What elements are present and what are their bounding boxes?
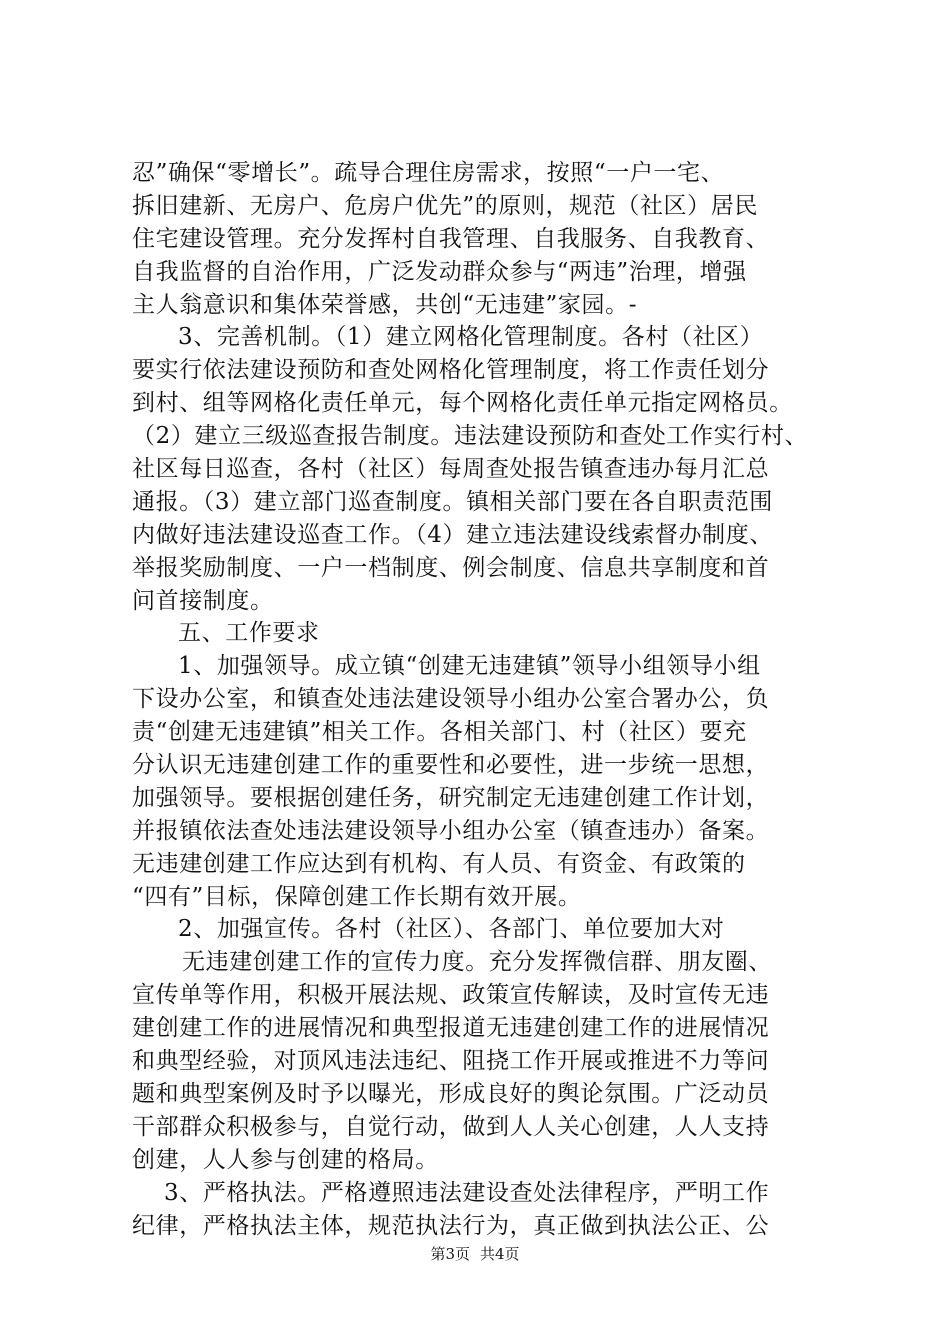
text-line: 建创建工作的进展情况和典型报道无违建创建工作的进展情况 bbox=[132, 1015, 770, 1042]
text-line: 主人翁意识和集体荣誉感，共创“无违建”家园。- bbox=[132, 291, 638, 318]
page-number: 第3页 bbox=[430, 1245, 470, 1263]
text-line: 加强领导。要根据创建任务，研究制定无违建创建工作计划， bbox=[132, 784, 770, 811]
text-line: 责“创建无违建镇”相关工作。各相关部门、村（社区）要充 bbox=[132, 719, 747, 746]
paragraph-heading: 2、加强宣传。各村（社区）、各部门、单位要加大对 bbox=[178, 916, 725, 943]
paragraph-heading: 1、加强领导。成立镇“创建无违建镇”领导小组领导小组 bbox=[178, 653, 761, 680]
text-line: 拆旧建新、无房户、危房户优先”的原则，规范（社区）居民 bbox=[132, 192, 758, 219]
page-footer bbox=[0, 1243, 950, 1264]
text-line: 住宅建设管理。充分发挥村自我管理、自我服务、自我教育、 bbox=[132, 225, 770, 252]
text-line: 并报镇依法查处违法建设领导小组办公室（镇查违办）备案。 bbox=[132, 817, 770, 844]
text-line: （2）建立三级巡查报告制度。违法建设预防和查处工作实行村、 bbox=[132, 423, 809, 450]
text-line: 无违建创建工作应达到有机构、有人员、有资金、有政策的 bbox=[132, 850, 746, 877]
text-line: 忍”确保“零增长”。疏导合理住房需求，按照“一户一宅、 bbox=[132, 160, 725, 186]
text-line: 干部群众积极参与，自觉行动，做到人人关心创建，人人支持 bbox=[132, 1113, 770, 1140]
text-line: 到村、组等网格化责任单元，每个网格化责任单元指定网格员。 bbox=[132, 390, 793, 417]
text-line: 下设办公室，和镇查处违法建设领导小组办公室合署办公，负 bbox=[132, 686, 770, 713]
text-line: 宣传单等作用，积极开展法规、政策宣传解读，及时宣传无违 bbox=[132, 982, 770, 1009]
page-total: 共4页 bbox=[480, 1245, 520, 1263]
document-body bbox=[132, 157, 832, 1242]
text-line: 无违建创建工作的宣传力度。充分发挥微信群、朋友圈、 bbox=[182, 949, 772, 976]
text-line: 题和典型案例及时予以曝光，形成良好的舆论氛围。广泛动员 bbox=[132, 1080, 770, 1107]
paragraph-heading: 3、严格执法。严格遵照违法建设查处法律程序，严明工作 bbox=[164, 1179, 770, 1206]
text-line: 创建，人人参与创建的格局。 bbox=[132, 1146, 439, 1173]
paragraph-heading: 3、完善机制。（1）建立网格化管理制度。各村（社区） bbox=[178, 324, 764, 351]
text-line: 分认识无违建创建工作的重要性和必要性，进一步统一思想， bbox=[132, 752, 770, 779]
text-line: 举报奖励制度、一户一档制度、例会制度、信息共享制度和首 bbox=[132, 554, 770, 581]
text-line: 要实行依法建设预防和查处网格化管理制度，将工作责任划分 bbox=[132, 357, 770, 384]
text-line: 问首接制度。 bbox=[132, 587, 274, 614]
text-line: “四有”目标，保障创建工作长期有效开展。 bbox=[132, 883, 582, 910]
text-line: 通报。（3）建立部门巡查制度。镇相关部门要在各自职责范围 bbox=[132, 488, 773, 515]
text-line: 内做好违法建设巡查工作。（4）建立违法建设线索督办制度、 bbox=[132, 521, 773, 548]
text-line: 和典型经验，对顶风违法违纪、阻挠工作开展或推进不力等问 bbox=[132, 1048, 770, 1075]
text-line: 社区每日巡查，各村（社区）每周查处报告镇查违办每月汇总 bbox=[132, 456, 770, 483]
text-line: 自我监督的自治作用，广泛发动群众参与“两违”治理，增强 bbox=[132, 258, 747, 285]
text-line: 纪律，严格执法主体，规范执法行为，真正做到执法公正、公 bbox=[132, 1212, 770, 1239]
section-heading: 五、工作要求 bbox=[178, 620, 320, 647]
